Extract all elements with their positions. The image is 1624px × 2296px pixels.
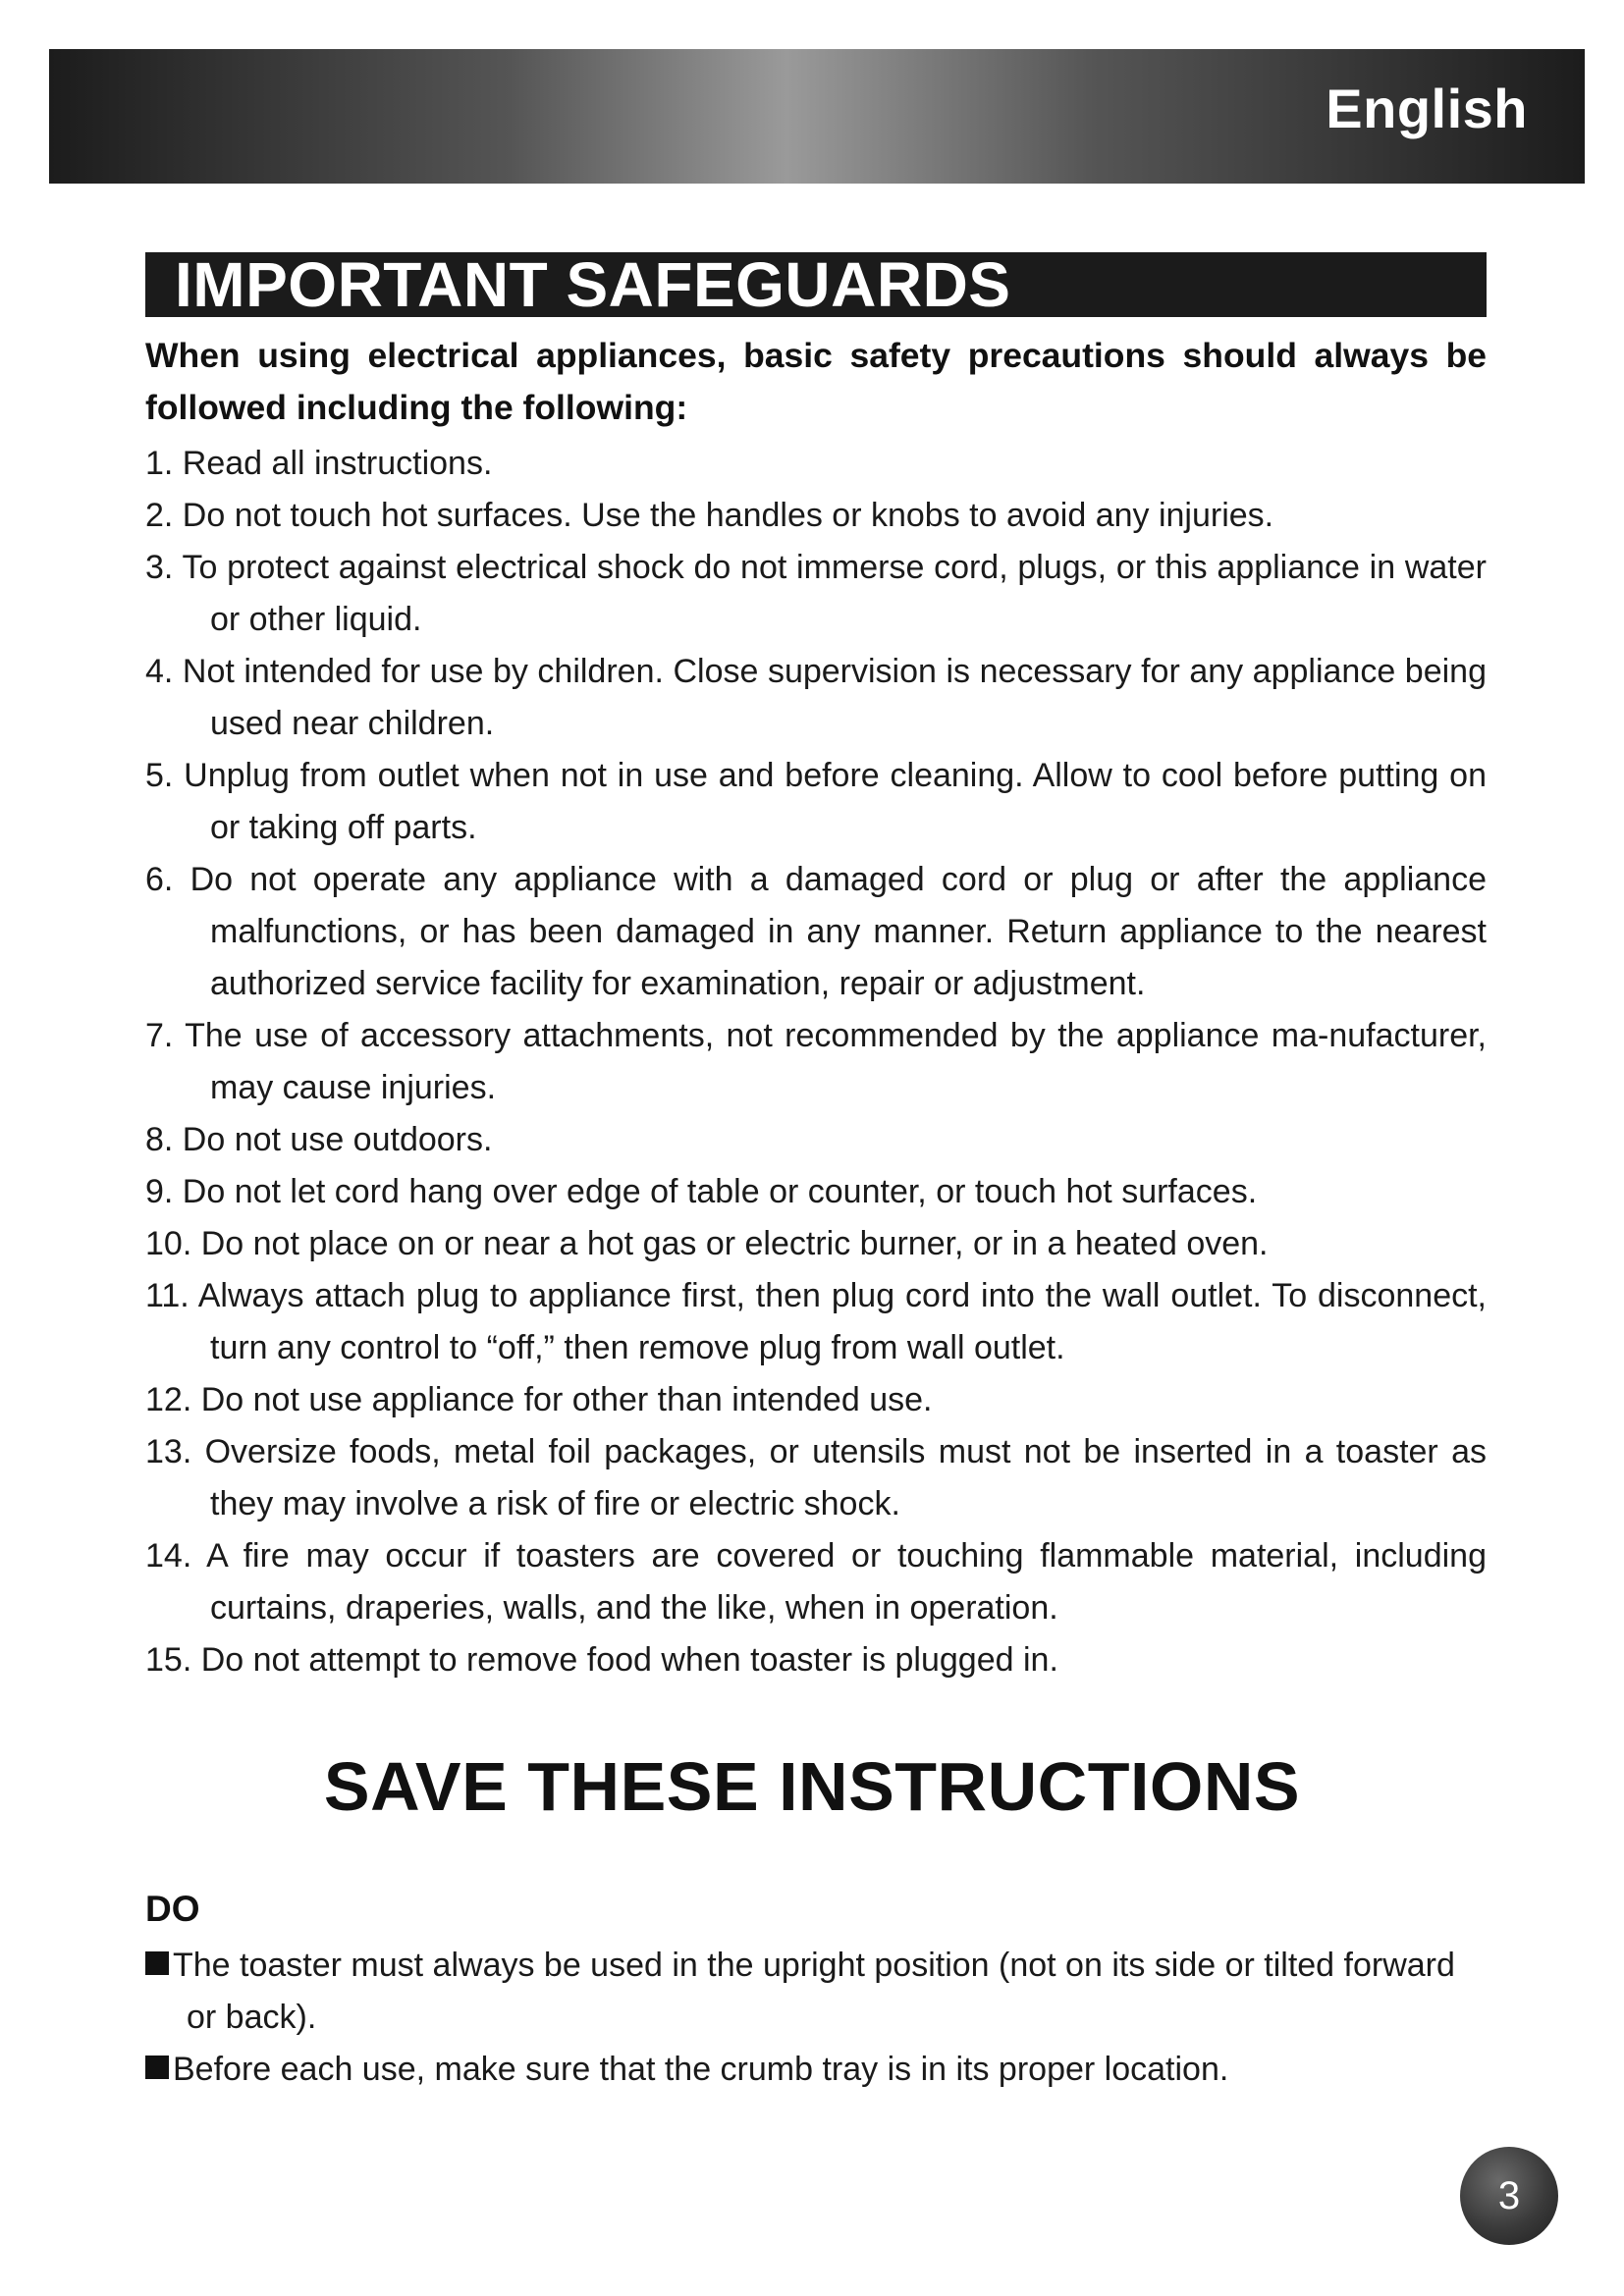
safeguard-item-8: 8. Do not use outdoors.	[145, 1121, 493, 1158]
language-label: English	[1326, 78, 1528, 139]
safeguard-item-5: 5. Unplug from outlet when not in use and before cleaning. Allow to cool before putting on or taking off parts.	[145, 757, 1487, 846]
safeguard-item-15: 15. Do not attempt to remove food when toaster is plugged in.	[145, 1641, 1058, 1679]
do-heading: DO	[145, 1889, 200, 1929]
do-item-text: The toaster must always be used in the upright position (not on its side or tilted forward or back).	[173, 1947, 1455, 2036]
section-title: IMPORTANT SAFEGUARDS	[175, 249, 1011, 320]
do-item-1	[145, 1940, 1487, 2044]
safeguard-item-6: 6. Do not operate any appliance with a damaged cord or plug or after the appliance malfunctions, or has been damaged in any manner. Return appliance to the nearest authorized service facility for examination, repair or adjustment.	[145, 861, 1487, 1002]
save-instructions-heading: SAVE THESE INSTRUCTIONS	[323, 1748, 1301, 1825]
safeguard-item-7: 7. The use of accessory attachments, not recommended by the appliance ma-nufacturer, may cause injuries.	[145, 1017, 1487, 1106]
section-title-bar	[145, 249, 1487, 320]
do-item-2	[145, 2044, 1487, 2096]
do-list	[145, 1940, 1487, 2096]
safeguard-item-9: 9. Do not let cord hang over edge of table or counter, or touch hot surfaces.	[145, 1173, 1258, 1210]
safeguard-item-4: 4. Not intended for use by children. Close supervision is necessary for any appliance being used near children.	[145, 653, 1487, 742]
safeguard-item-11: 11. Always attach plug to appliance first, then plug cord into the wall outlet. To disconnect, turn any control to “off,” then remove plug from wall outlet.	[145, 1277, 1487, 1366]
safeguard-item-2: 2. Do not touch hot surfaces. Use the handles or knobs to avoid any injuries.	[145, 497, 1274, 534]
square-bullet-icon	[145, 2056, 169, 2079]
do-item-text: Before each use, make sure that the crumb tray is in its proper location.	[173, 2051, 1229, 2088]
page-number-badge: 3	[1460, 2147, 1558, 2245]
safeguard-item-14: 14. A fire may occur if toasters are covered or touching flammable material, including curtains, draperies, walls, and the like, when in operation.	[145, 1537, 1487, 1627]
safeguard-item-1: 1. Read all instructions.	[145, 445, 493, 482]
safeguard-item-13: 13. Oversize foods, metal foil packages, or utensils must not be inserted in a toaster as they may involve a risk of fire or electric shock.	[145, 1433, 1487, 1522]
safeguard-item-3: 3. To protect against electrical shock do not immerse cord, plugs, or this appliance in water or other liquid.	[145, 549, 1487, 638]
language-header-banner	[49, 49, 1585, 184]
safeguard-item-12: 12. Do not use appliance for other than intended use.	[145, 1381, 933, 1418]
square-bullet-icon	[145, 1951, 169, 1975]
safeguard-item-10: 10. Do not place on or near a hot gas or electric burner, or in a heated oven.	[145, 1225, 1269, 1262]
safety-intro: When using electrical appliances, basic safety precautions should always be followed including the following:	[145, 336, 1487, 427]
safeguards-list	[145, 438, 1487, 1686]
